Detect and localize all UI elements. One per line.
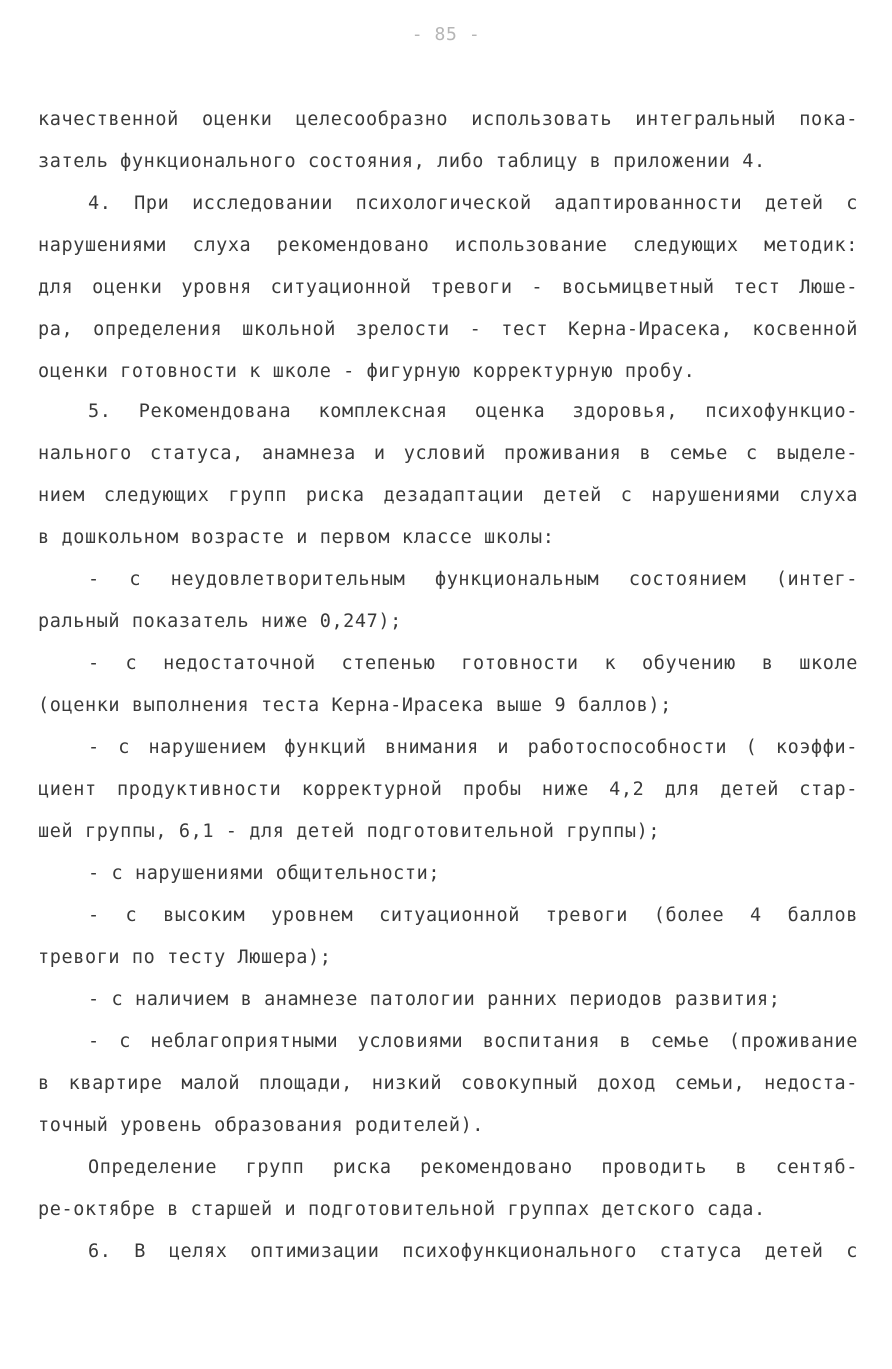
text-line: ра, определения школьной зрелости - тест Керна-Ирасека, косвенной (38, 319, 858, 340)
list-item-line: шей группы, 6,1 - для детей подготовительной группы); (38, 821, 661, 842)
list-item-line: - с нарушением функций внимания и работоспособности ( коэффи- (88, 737, 858, 758)
list-item-line: - с нарушениями общительности; (88, 863, 441, 884)
list-item-line: тревоги по тесту Люшера); (38, 947, 332, 968)
text-line: 5. Рекомендована комплексная оценка здоровья, психофункцио- (88, 401, 858, 422)
page-number: - 85 - (411, 24, 481, 45)
text-line: нального статуса, анамнеза и условий проживания в семье с выделе- (38, 443, 858, 464)
text-line: затель функционального состояния, либо таблицу в приложении 4. (38, 151, 766, 172)
list-item-line: - с наличием в анамнезе патологии ранних периодов развития; (88, 989, 781, 1010)
text-line: Определение групп риска рекомендовано проводить в сентяб- (88, 1157, 858, 1178)
text-line: в дошкольном возрасте и первом классе школы: (38, 527, 555, 548)
text-line: нием следующих групп риска дезадаптации детей с нарушениями слуха (38, 485, 858, 506)
list-item-line: точный уровень образования родителей). (38, 1115, 485, 1136)
list-item-line: ральный показатель ниже 0,247); (38, 611, 402, 632)
text-line: нарушениями слуха рекомендовано использование следующих методик: (38, 235, 858, 256)
list-item-line: в квартире малой площади, низкий совокупный доход семьи, недоста- (38, 1073, 858, 1094)
list-item-line: - с неблагоприятными условиями воспитания в семье (проживание (88, 1031, 858, 1052)
list-item-line: - с неудовлетворительным функциональным состоянием (интег- (88, 569, 858, 590)
text-line: для оценки уровня ситуационной тревоги - восьмицветный тест Люше- (38, 277, 858, 298)
text-line: ре-октябре в старшей и подготовительной группах детского сада. (38, 1199, 766, 1220)
text-line: оценки готовности к школе - фигурную корректурную пробу. (38, 361, 696, 382)
list-item-line: - с недостаточной степенью готовности к обучению в школе (88, 653, 858, 674)
text-line: качественной оценки целесообразно использовать интегральный пока- (38, 109, 858, 130)
list-item-line: циент продуктивности корректурной пробы ниже 4,2 для детей стар- (38, 779, 858, 800)
text-line: 6. В целях оптимизации психофункционального статуса детей с (88, 1241, 858, 1262)
list-item-line: (оценки выполнения теста Керна-Ирасека выше 9 баллов); (38, 695, 672, 716)
list-item-line: - с высоким уровнем ситуационной тревоги (более 4 баллов (88, 905, 858, 926)
text-line: 4. При исследовании психологической адаптированности детей с (88, 193, 858, 214)
